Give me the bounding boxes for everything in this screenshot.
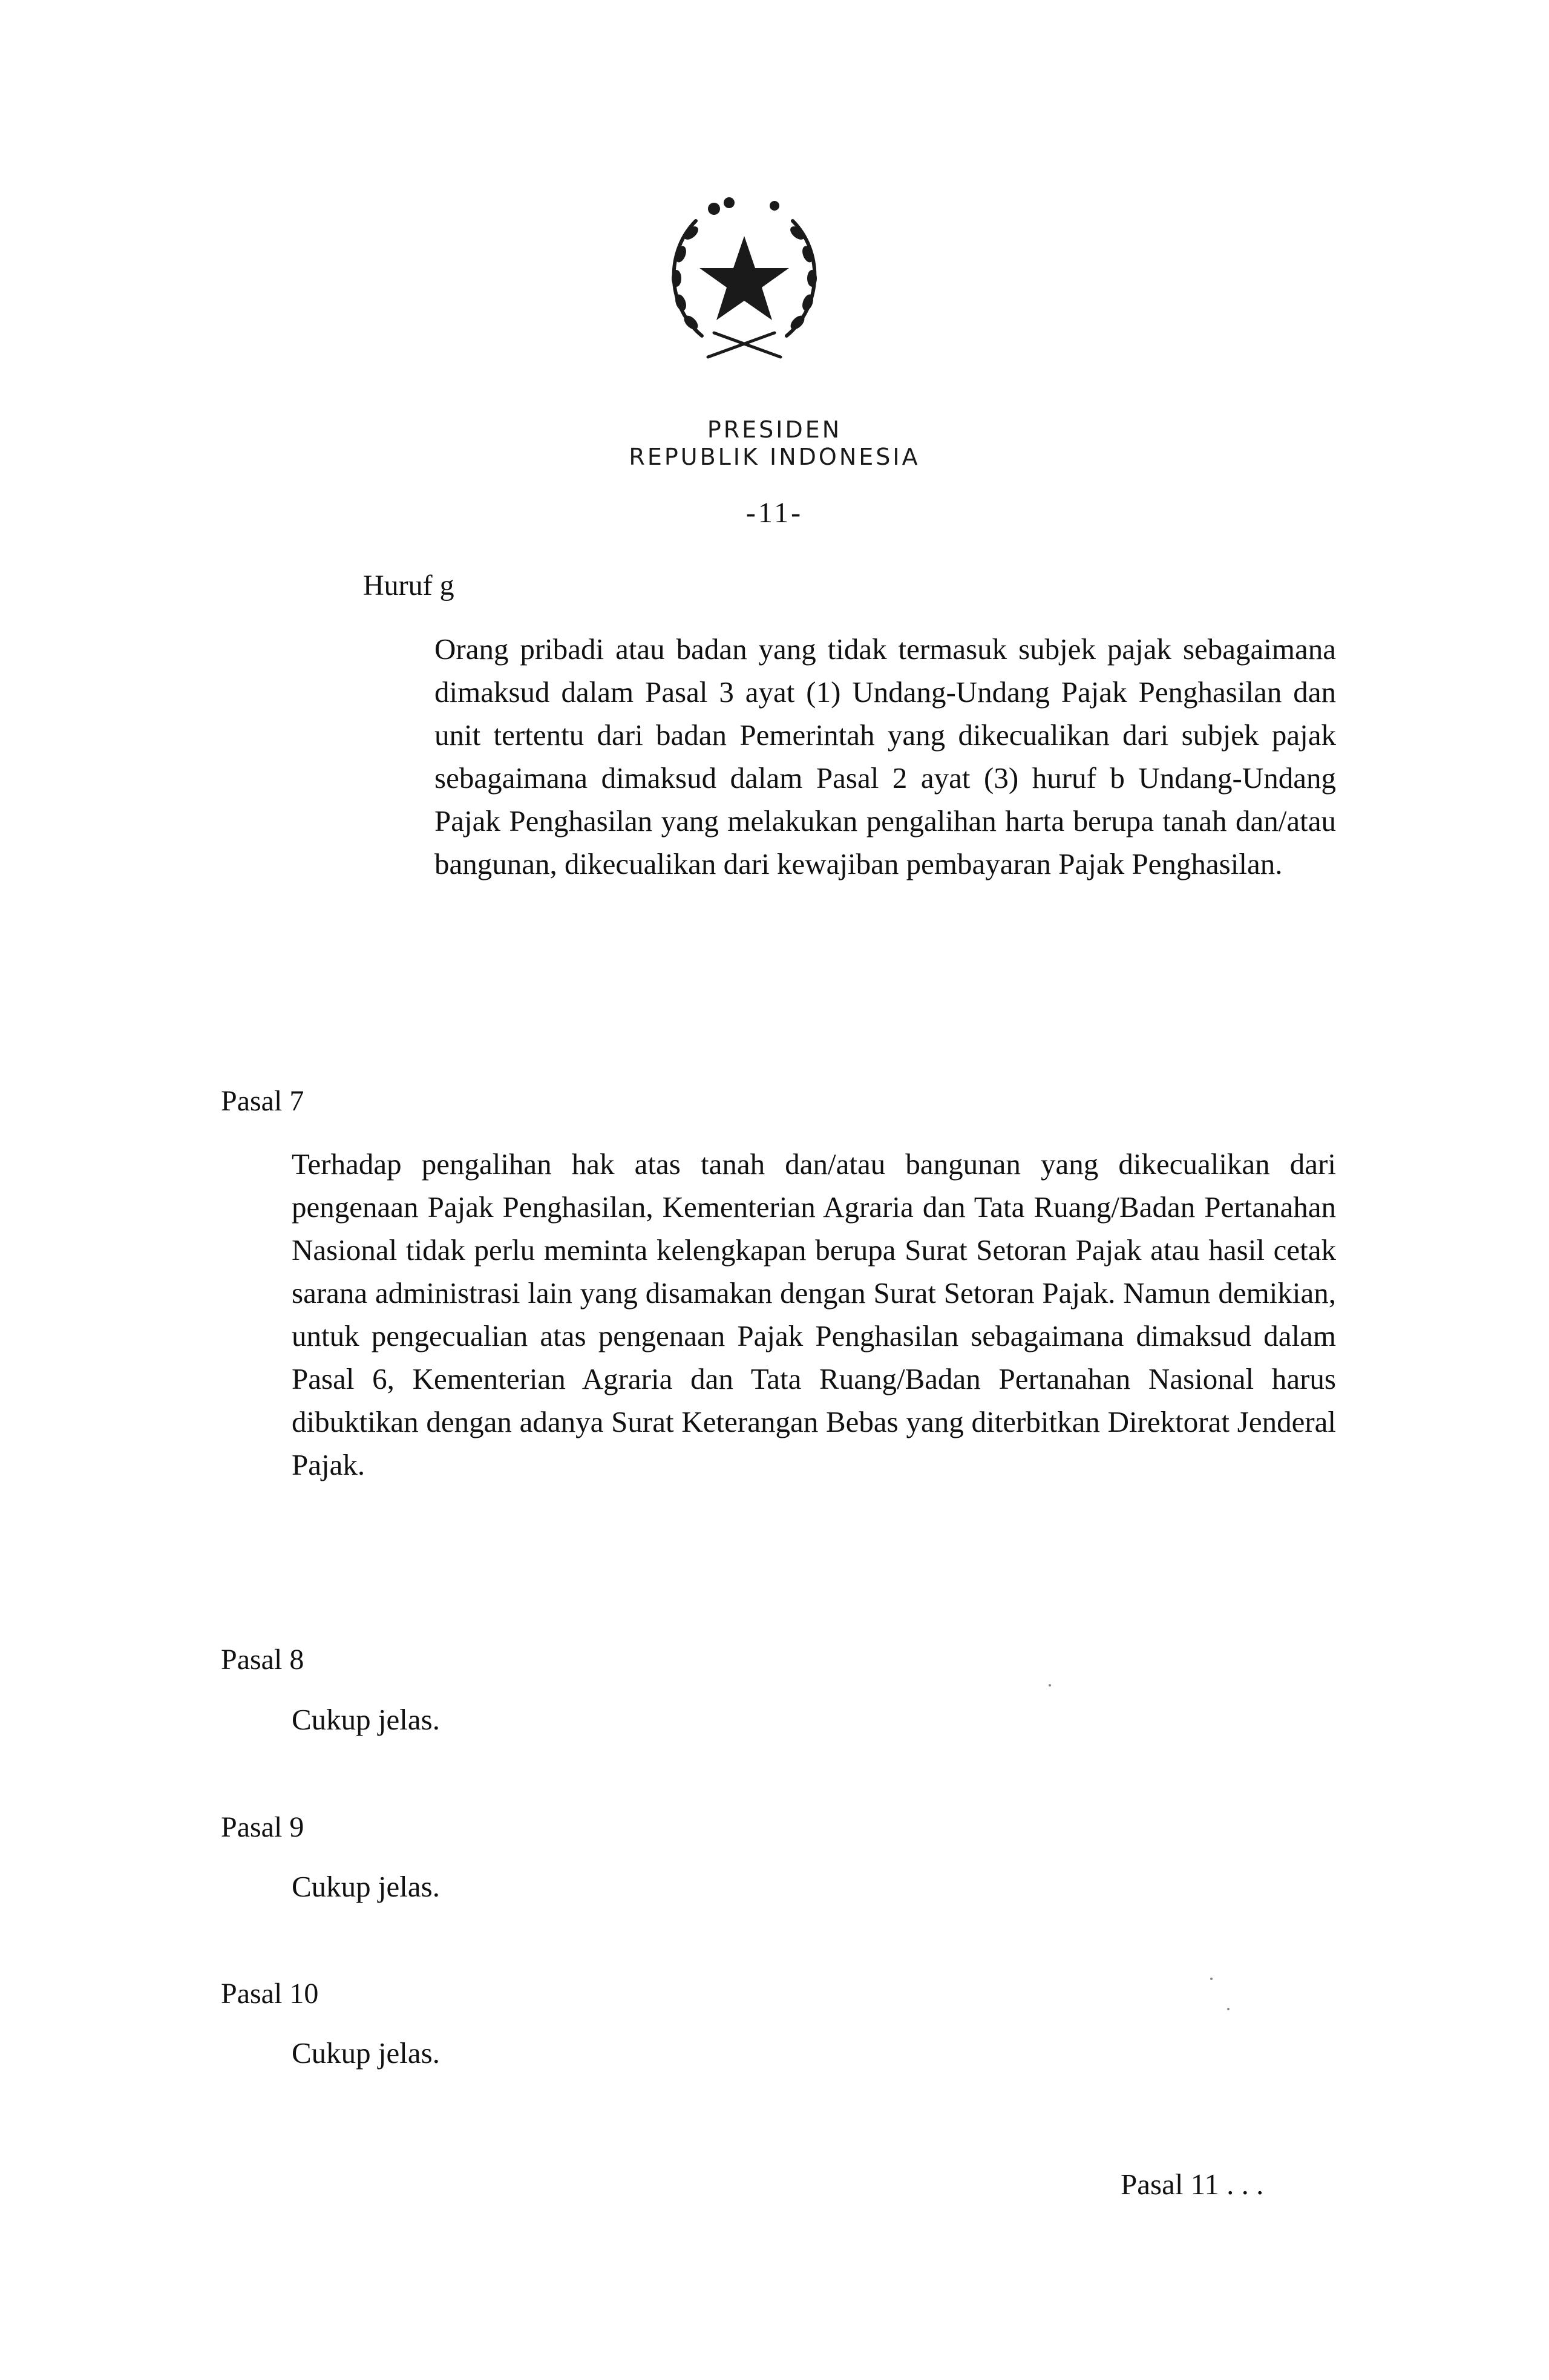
- presidential-emblem-icon: [647, 185, 841, 372]
- page-number: -11-: [745, 497, 804, 529]
- scan-speck: [1227, 2008, 1230, 2010]
- section-label-pasal-7: Pasal 7: [221, 1085, 304, 1117]
- next-page-indicator: Pasal 11 . . .: [1121, 2168, 1264, 2201]
- section-label-pasal-8: Pasal 8: [221, 1644, 304, 1676]
- section-label-pasal-10: Pasal 10: [221, 1978, 319, 2010]
- paragraph-pasal-9: Cukup jelas.: [292, 1870, 440, 1903]
- scan-speck: [1049, 1684, 1051, 1687]
- header-title-presiden: PRESIDEN: [707, 416, 842, 443]
- header-title-republik-indonesia: REPUBLIK INDONESIA: [629, 444, 920, 470]
- paragraph-pasal-7: Terhadap pengalihan hak atas tanah dan/atau bangunan yang dikecualikan dari pengenaan Pajak Penghasilan, Kementerian Agraria dan Tata Ruang/Badan Pertanahan Nasional tidak perlu meminta kelengkapan berupa Surat Setoran Pajak atau hasil cetak sarana administrasi lain yang disamakan dengan Surat Setoran Pajak. Namun demikian, untuk pengecualian atas pengenaan Pajak Penghasilan sebagaimana dimaksud dalam Pasal 6, Kementerian Agraria dan Tata Ruang/Badan Pertanahan Nasional harus dibuktikan dengan adanya Surat Keterangan Bebas yang diterbitkan Direktorat Jenderal Pajak.: [292, 1147, 1336, 1481]
- paragraph-pasal-10: Cukup jelas.: [292, 2036, 440, 2070]
- section-label-pasal-9: Pasal 9: [221, 1811, 304, 1843]
- paragraph-pasal-8: Cukup jelas.: [292, 1703, 440, 1736]
- scan-speck: [1210, 1978, 1213, 1980]
- section-label-huruf-g: Huruf g: [363, 569, 454, 602]
- paragraph-huruf-g: Orang pribadi atau badan yang tidak termasuk subjek pajak sebagaimana dimaksud dalam Pasal 3 ayat (1) Undang-Undang Pajak Penghasilan dan unit tertentu dari badan Pemerintah yang dikecualikan dari subjek pajak sebagaimana dimaksud dalam Pasal 2 ayat (3) huruf b Undang-Undang Pajak Penghasilan yang melakukan pengalihan harta berupa tanah dan/atau bangunan, dikecualikan dari kewajiban pembayaran Pajak Penghasilan.: [434, 632, 1336, 880]
